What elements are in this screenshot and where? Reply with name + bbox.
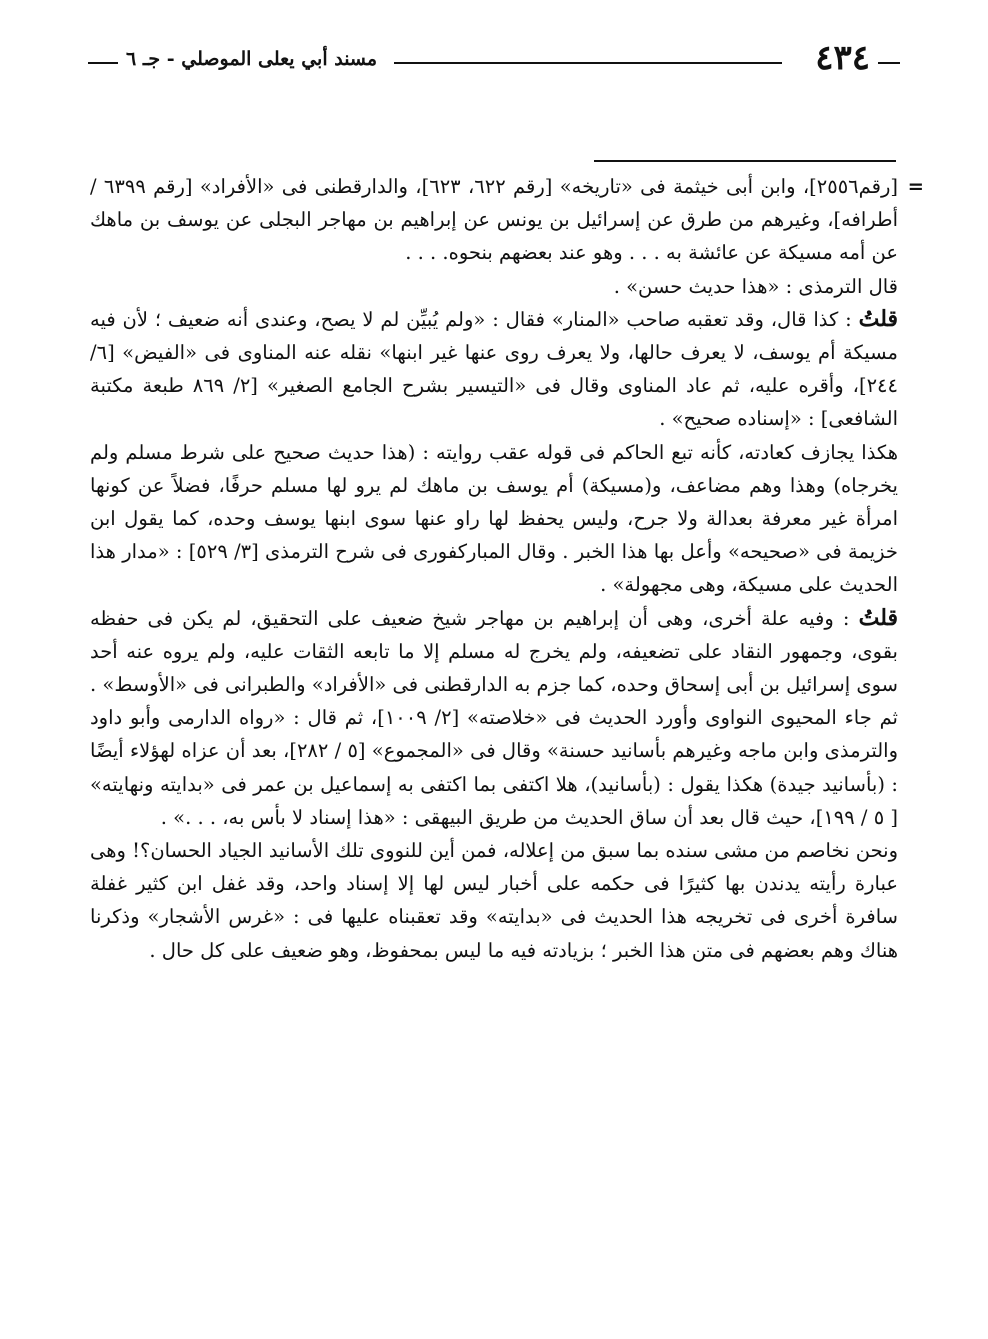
paragraph-2	[90, 270, 898, 303]
paragraph-2-text: قال الترمذى : «هذا حديث حسن» .	[613, 274, 898, 298]
qultu-label: قلتُ	[858, 305, 898, 332]
paragraph-1-text: [رقم٢٥٥٦]، وابن أبى خيثمة فى «تاريخه» [رقم ٦٢٢، ٦٢٣]، والدارقطنى فى «الأفراد» [رقم ٦٣٩٩ / أطرافه]، وغيرهم من طرق عن إسرائيل بن يونس عن إبراهيم بن مهاجر البجلى عن يوسف بن ماهك عن أمه مسيكة عن عائشة به . . . وهو عند بعضهم بنحوه. . . .	[90, 175, 898, 265]
paragraph-5-text: : وفيه علة أخرى، وهى أن إبراهيم بن مهاجر شيخ ضعيف على التحقيق، لم يكن فى حفظه بقوى، وجمهور النقاد على تضعيفه، ولم يخرج له مسلم إلا ما تابعه الثقات عليه، ولم يروه عنه أحد سوى إسرائيل بن أبى إسحاق وحده، كما جزم به الدارقطنى فى «الأفراد» والطبرانى فى «الأوسط» . ثم جاء المحيوى النواوى وأورد الحديث فى «خلاصته» [٢/ ١٠٠٩]، ثم قال : «رواه الدارمى وأبو داود والترمذى وابن ماجه وغيرهم بأسانيد حسنة» وقال فى «المجموع» [٥ / ٢٨٢]، بعد أن عزاه لهؤلاء أيضًا : (بأسانيد جيدة) هكذا يقول : (بأسانيد)، هلا اكتفى بما اكتفى به إسماعيل بن عمر فى «بدايته ونهايته» [ ٥ / ١٩٩]، حيث قال بعد أن ساق الحديث من طريق البيهقى : «هذا إسناد لا بأس به، . . .» .	[90, 606, 898, 829]
book-title: مسند أبي يعلى الموصلي - جـ ٦	[126, 48, 378, 70]
qultu-label: قلتُ	[858, 604, 898, 631]
header-rule-middle	[394, 62, 782, 64]
paragraph-3	[90, 303, 898, 436]
running-header	[88, 38, 900, 78]
paragraph-1	[90, 170, 898, 270]
header-rule-left	[88, 62, 118, 64]
footnote-separator	[594, 160, 896, 162]
page-number: ٤٣٤	[815, 38, 870, 78]
paragraph-3-text: : كذا قال، وقد تعقبه صاحب «المنار» فقال : «ولم يُبيِّن لم لا يصح، وعندى أنه ضعيف ؛ لأن فيه مسيكة أم يوسف، لا يعرف حالها، ولا يعرف روى عنها غير ابنها» نقله عنه المناوى فى «الفيض» [٦/ ٢٤٤]، وأقره عليه، ثم عاد المناوى وقال فى «التيسير بشرح الجامع الصغير» [٢/ ٨٦٩ طبعة مكتبة الشافعى] : «إسناده صحيح» .	[90, 307, 898, 431]
footnote-text	[90, 170, 924, 967]
paragraph-4-text: هكذا يجازف كعادته، كأنه تبع الحاكم فى قوله عقب روايته : (هذا حديث صحيح على شرط مسلم ولم يخرجاه) وهذا وهم مضاعف، و(مسيكة) أم يوسف بن ماهك لم يرو لها مسلم حرفًا، فضلاً عن كونها امرأة غير معرفة بعدالة ولا جرح، وليس يحفظ لها راو عنها سوى ابنها يوسف وحده، كما يقول ابن خزيمة فى «صحيحه» وأعل بها هذا الخبر . وقال المباركفورى فى شرح الترمذى [٣/ ٥٢٩] : «مدار هذا الحديث على مسيكة، وهى مجهولة» .	[90, 440, 898, 597]
paragraph-4	[90, 436, 898, 602]
paragraph-5	[90, 602, 898, 834]
paragraph-6-text: ونحن نخاصم من مشى سنده بما سبق من إعلاله، فمن أين للنووى تلك الأسانيد الجياد الحسان؟! وهى عبارة رأيته يدندن بها كثيرًا فى حكمه على أخبار ليس لها إلا إسناد واحد، وقد غفل ابن كثير غفلة سافرة أخرى فى تخريجه هذا الحديث فى «بدايته» وقد تعقبناه عليها فى : «غرس الأشجار» وذكرنا هناك وهم بعضهم فى متن هذا الخبر ؛ بزيادته فيه ما ليس بمحفوظ، وهو ضعيف على كل حال .	[90, 839, 898, 962]
continuation-mark: =	[907, 175, 924, 198]
header-rule-right	[878, 62, 900, 64]
paragraph-6	[90, 834, 898, 967]
